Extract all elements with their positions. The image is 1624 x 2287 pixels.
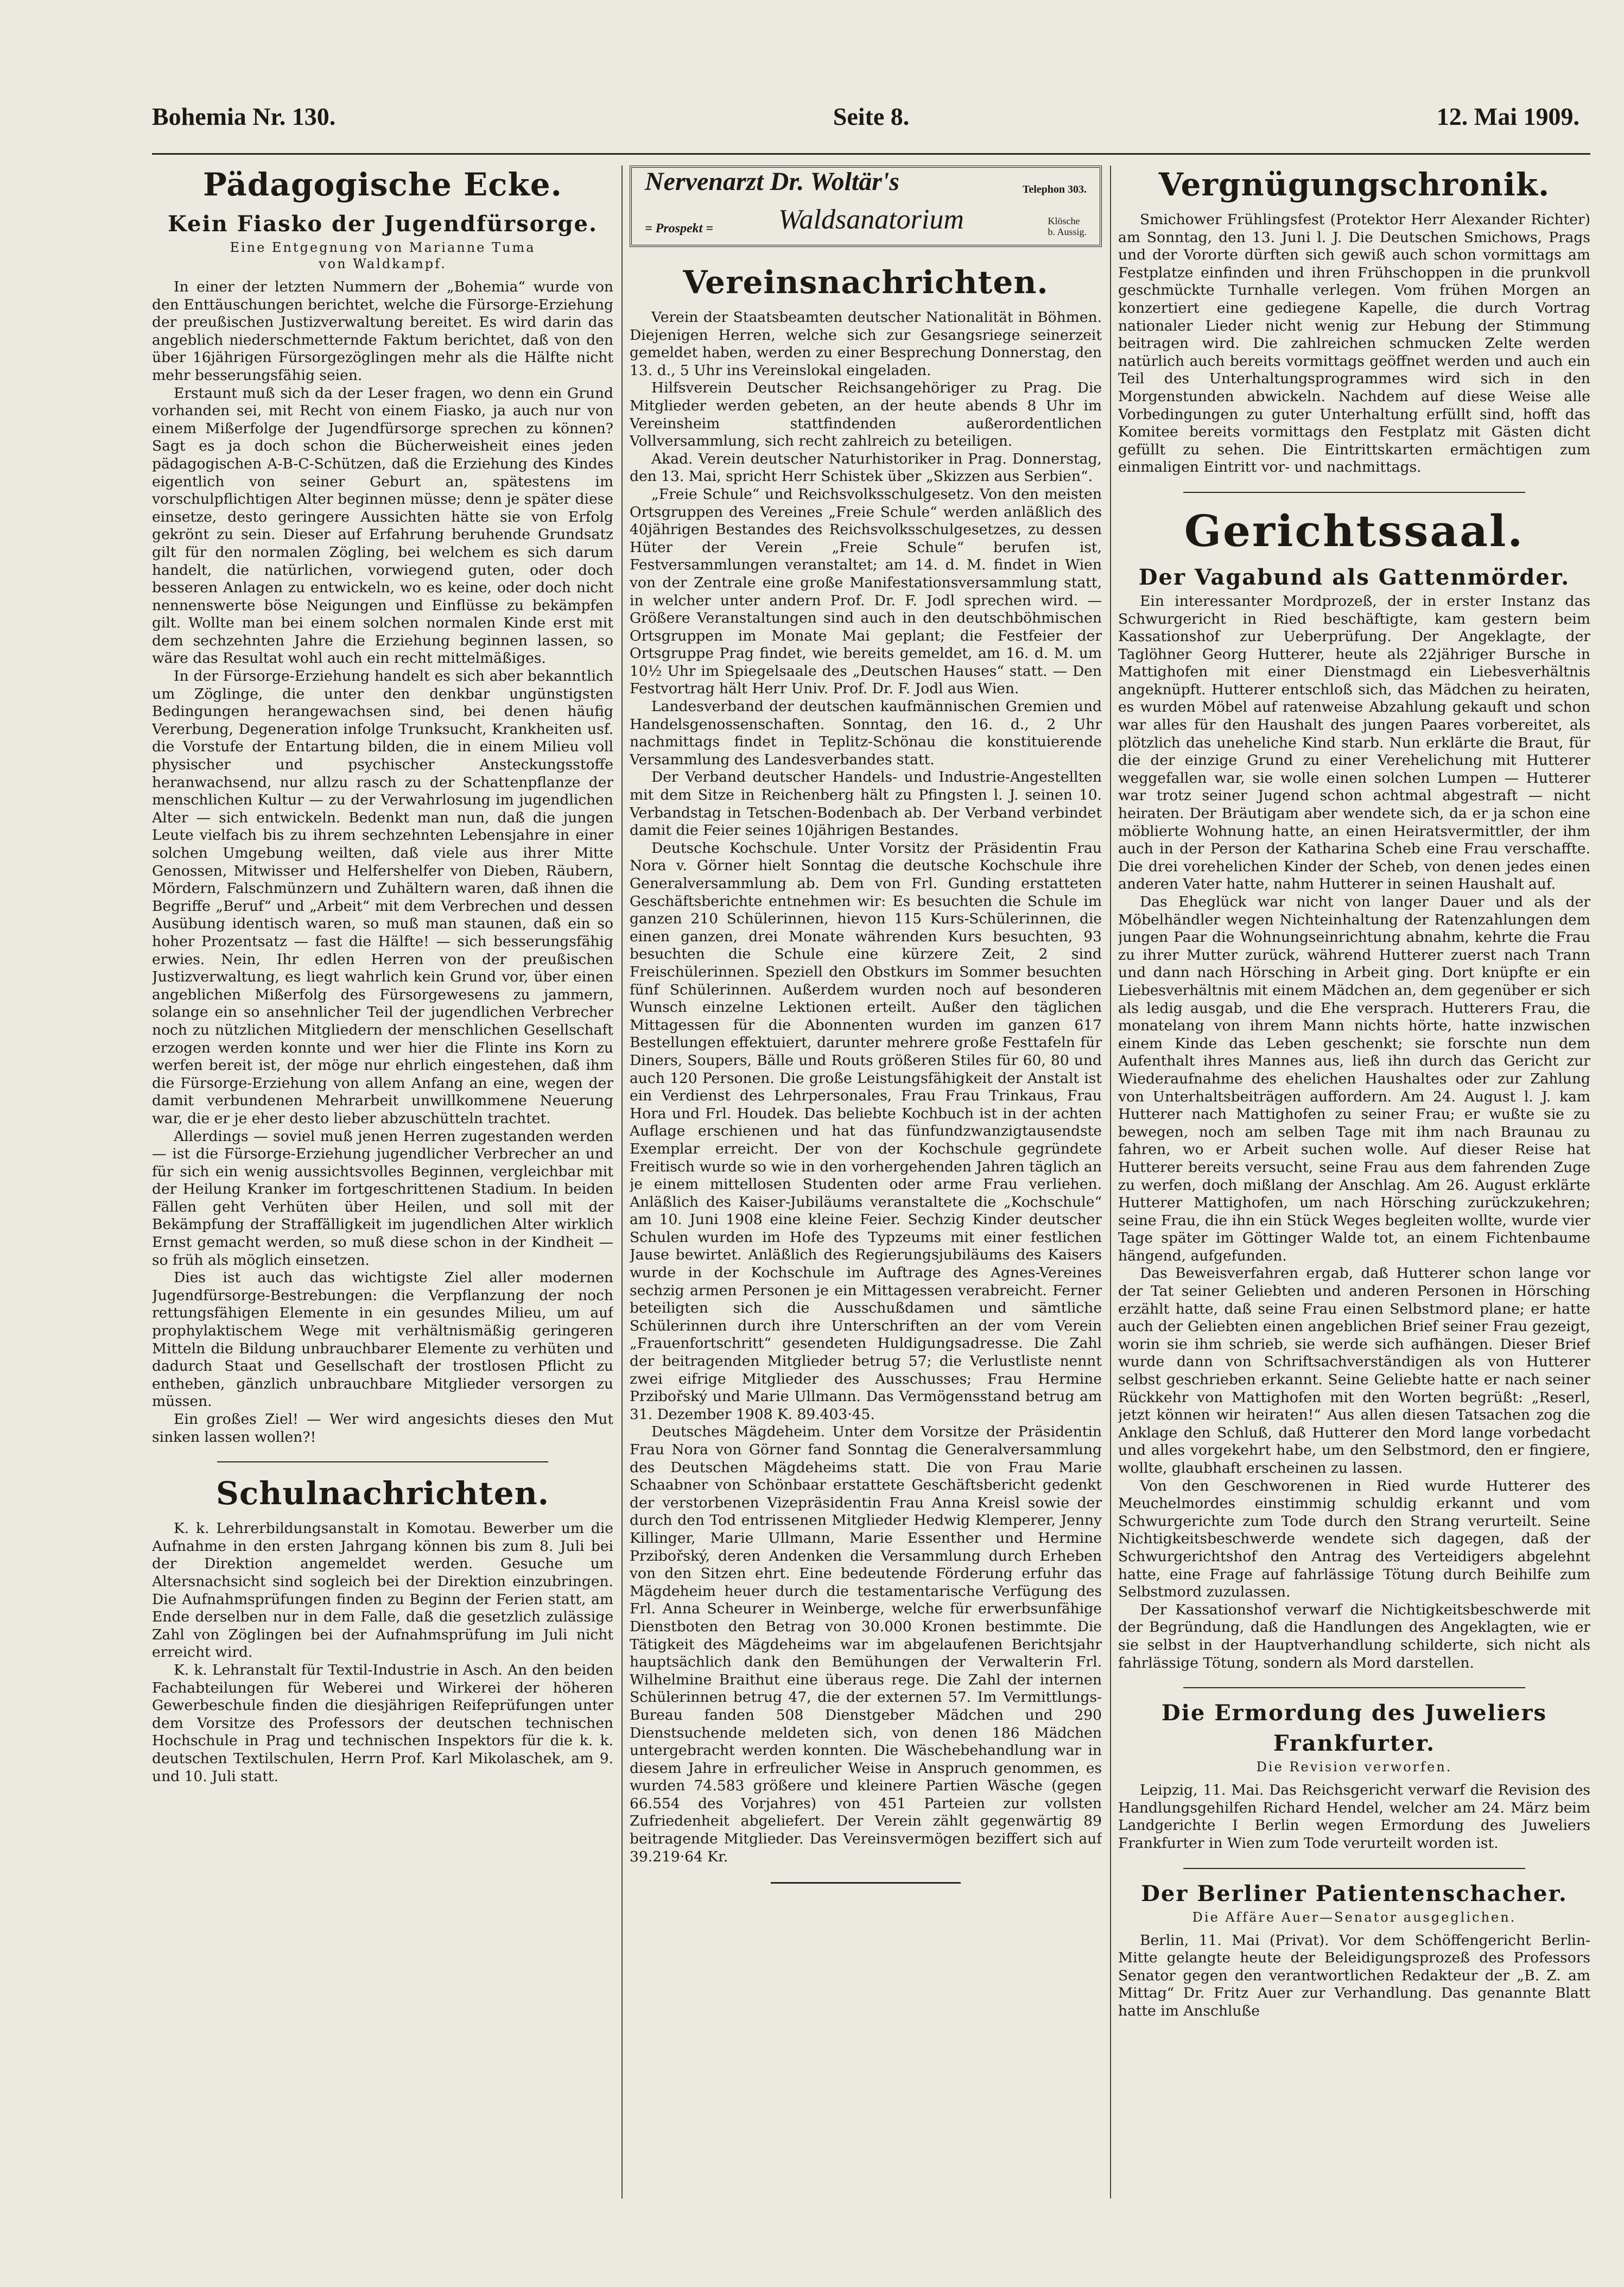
ad-location-line-1: Klösche — [1048, 216, 1080, 226]
ad-sanatorium: Waldsanatorium — [778, 204, 964, 235]
byline-line-1: Eine Entgegnung von Marianne Tuma — [230, 240, 536, 255]
news-item: Deutsches Mägdeheim. Unter dem Vorsitze der Präsidentin Frau Nora von Görner fand Sonntag die Generalversammlung des Deutschen Mägdeheims statt. Die von Frau Marie Schaabner von Schönbaar erstattete Geschäftsbericht gedenkt der verstorbenen Vizepräsidentin Frau Anna Kreisl sowie der durch den Tod entrissenen Mitglieder Hedwig Klemperer, Jenny Killinger, Marie Ullmann, Marie Essenther und Hermine Przibořský, deren Andenken die Versammlung durch Erheben von den Sitzen ehrt. Eine bedeutende Förderung erfuhr das Mägdeheim heuer durch die testamentarische Verfügung des Frl. Anna Scheurer in Weinberge, welche für erwerbsunfähige Dienstboten den Betrag von 30.000 Kronen bestimmte. Die Tätigkeit des Mägdeheims war im abgelaufenen Berichtsjahr hauptsächlich dank den Bemühungen der Verwalterin Frl. Wilhelmine Braithut eine überaus rege. Die Zahl der internen Schülerinnen betrug 47, die der externen 57. Im Vermittlungs-Bureau fanden 508 Dienstgeber Mädchen und 290 Dienstsuchende meldeten sich, von denen 186 Mädchen untergebracht werden konnten. Die Wäschebehandlung war in diesem Jahre in erfreulicher Weise in Anspruch genommen, es wurden 74.583 größere und kleinere Partien Wäsche (gegen 66.554 des Vorjahres) von 451 Parteien zur vollsten Zufriedenheit abgeliefert. Der Verein zählt gegenwärtig 89 beitragende Mitglieder. Das Vereinsvermögen beziffert sich auf 39.219·64 Kr. — [630, 1423, 1102, 1865]
news-item: Der Verband deutscher Handels- und Industrie-Angestellten mit dem Sitze in Reichenberg hält zu Pfingsten l. J. seinen 10. Verbandstag in Tetschen-Bodenbach ab. Der Verband verbindet damit die Feier seines 10jährigen Bestandes. — [630, 769, 1102, 839]
masthead-paper-issue: Bohemia Nr. 130. — [152, 103, 336, 130]
column-rule-2 — [1110, 166, 1111, 2199]
ad-doctor-name: Nervenarzt Dr. Woltär's — [645, 167, 899, 196]
ad-location — [1048, 216, 1087, 237]
article-title-vagabund: Der Vagabund als Gattenmörder. — [1138, 564, 1570, 590]
sanatorium-advertisement — [630, 166, 1102, 247]
article-paragraph: In einer der letzten Nummern der „Bohemia“ wurde von den Enttäuschungen berichtet, welche die Fürsorge-Erziehung der preußischen Justizverwaltung bereitet. Es wird darin das angeblich niederschmetternde Faktum berichtet, daß von den über 16jährigen Fürsorgezöglingen mehr als die Hälfte nicht mehr besserungsfähig seien. — [152, 278, 613, 384]
article-paragraph: Das Eheglück war nicht von langer Dauer und als der Möbelhändler wegen Nichteinhaltung der Ratenzahlungen dem jungen Paar die Wohnungseinrichtung abnahm, kehrte die Frau zu ihrer Mutter zurück, während Hutterer zuerst nach Trann und dann nach Hörsching in Arbeit ging. Dort knüpfte er ein Liebesverhältnis mit einem Mädchen an, dem gegenüber er sich als ledig ausgab, und die Ehe versprach. Hutterers Frau, die monatelang von ihrem Mann nichts hörte, hatte inzwischen einem Kinde das Leben geschenkt; sie forschte nun dem Aufenthalt ihres Mannes aus, ließ ihn durch das Gericht zur Wiederaufnahme des ehelichen Haushaltes oder zur Zahlung von Unterhaltsbeiträgen auffordern. Am 24. August l. J. kam Hutterer nach Mattighofen zu seiner Frau; er wußte sie zu bewegen, noch am selben Tage mit ihm nach Braunau zu fahren, wo er Arbeit suchen wolle. Auf dieser Reise hat Hutterer bereits versucht, seine Frau aus dem fahrenden Zuge zu werfen, doch mißlang der Anschlag. Am 26. August erklärte Hutterer Mattighofen, um nach Hörsching zurückzukehren; seine Frau, die ihn ein Stück Weges begleiten wollte, wurde vier Tage später im Göttinger Walde tot, an einem Fichtenbaume hängend, aufgefunden. — [1118, 894, 1590, 1264]
byline-line-2: von Waldkampf. — [319, 256, 447, 271]
masthead-date: 12. Mai 1909. — [1436, 103, 1579, 130]
section-divider — [1183, 1687, 1525, 1688]
news-item: Akad. Verein deutscher Naturhistoriker in Prag. Donnerstag, den 13. Mai, spricht Herr Schistek über „Skizzen aus Serbien“. — [630, 450, 1102, 485]
news-item: Verein der Staatsbeamten deutscher Nationalität in Böhmen. Diejenigen Herren, welche sich zur Gesangsriege seinerzeit gemeldet haben, werden zu einer Besprechung Donnerstag, den 13. d., 5 Uhr ins Vereinslokal eingeladen. — [630, 309, 1102, 379]
masthead — [152, 92, 1590, 141]
article-title-juwelier-line-2: Frankfurter. — [1273, 1731, 1436, 1757]
news-item: Smichower Frühlingsfest (Protektor Herr Alexander Richter) am Sonntag, den 13. Juni l. J. Die Deutschen Smichows, Prags und der Vororte dürften sich gewiß auch schon vormittags am Festplatze einfinden und ihren Frühschoppen in die prunkvoll geschmückte Turnhalle verlegen. Vom frühen Morgen an konzertiert eine gediegene Kapelle, die durch Vortrag nationaler Lieder nicht wenig zur Hebung der Stimmung beitragen wird. Die zahlreichen schmucken Zelte werden natürlich auch bereits vormittags geöffnet werden und auch ein Teil des Unterhaltungsprogrammes wird sich in den Morgenstunden abwickeln. Nachdem auf diese Weise alle Vorbedingungen zu guter Unterhaltung erfüllt sind, hofft das Komitee bereits vormittags den Festplatz mit Gästen dicht gefüllt zu sehen. Die Eintrittskarten ermächtigen zum einmaligen Eintritt vor- und nachmittags. — [1118, 211, 1590, 476]
news-item: K. k. Lehranstalt für Textil-Industrie in Asch. An den beiden Fachabteilungen für Weberei und Wirkerei der höheren Gewerbeschule finden die diesjährigen Reifeprüfungen unter dem Vorsitze des Professors der deutschen technischen Hochschule in Prag und technischen Inspektors für die k. k. deutschen Textilschulen, Herrn Prof. Karl Mikolaschek, am 9. und 10. Juli statt. — [152, 1661, 613, 1785]
article-paragraph: Ein interessanter Mordprozeß, der in erster Instanz das Schwurgericht in Ried beschäftigte, kam gestern beim Kassationshof zur Ueberprüfung. Der Angeklagte, der Taglöhner Georg Hutterer, heute als 22jähriger Bursche in Mattighofen mit einer Dienstmagd ein Liebesverhältnis angeknüpft. Hutterer entschloß sich, das Mädchen zu heiraten, es wurden Möbel auf ratenweise Abzahlung gekauft und schon war alles für den Haushalt des jungen Paares vorbereitet, als plötzlich das uneheliche Kind starb. Nun erklärte die Braut, für die der einzige Grund zu einer Verehelichung mit Hutterer weggefallen war, sie wolle einen solchen Lumpen — Hutterer war trotz seiner Jugend schon achtmal abgestraft — nicht heiraten. Der Bräutigam aber wendete sich, da er ja schon eine möblierte Wohnung hatte, an einen Heiratsvermittler, der ihm auch in der Person der Katharina Scheb eine Frau verschaffte. Die drei vorehelichen Kinder der Scheb, von denen jedes einen anderen Vater hatte, nahm Hutterer in seinen Haushalt auf. — [1118, 592, 1590, 893]
article-paragraph: Allerdings — soviel muß jenen Herren zugestanden werden — ist die Fürsorge-Erziehung jugendlicher Verbrecher an und für sich ein wenig aussichtsvolles Beginnen, vergleichbar mit der Heilung Kranker im fortgeschrittenen Stadium. In beiden Fällen geht Verhüten über Heilen, und soll mit der Bekämpfung der Straffälligkeit im jugendlichen Alter wirklich Ernst gemacht werden, so muß diese schon in der Kindheit — so früh als möglich einsetzen. — [152, 1127, 613, 1269]
newspaper-page — [130, 92, 1590, 2242]
section-heading-vereinsnachrichten: Vereinsnachrichten. — [683, 264, 1049, 301]
section-heading-paedagogische-ecke: Pädagogische Ecke. — [203, 166, 562, 203]
masthead-page-number: Seite 8. — [833, 103, 910, 130]
section-heading-vergnuegungschronik: Vergnügungschronik. — [1158, 166, 1550, 203]
column-1 — [152, 166, 613, 2242]
article-paragraph: Von den Geschworenen in Ried wurde Hutterer des Meuchelmordes einstimmig schuldig erkannt und vom Schwurgerichte zum Tode durch den Strang verurteilt. Seine Nichtigkeitsbeschwerde wendete sich dagegen, daß der Schwurgerichtshof den Antrag des Verteidigers abgelehnt hatte, eine Frage auf fahrlässige Tötung durch Beihilfe zum Selbstmord zuzulassen. — [1118, 1477, 1590, 1601]
article-title-juwelier-line-1: Die Ermordung des Juweliers — [1161, 1700, 1547, 1726]
news-item: Landesverband der deutschen kaufmännischen Gremien und Handelsgenossenschaften. Sonntag, den 16. d., 2 Uhr nachmittags findet in Teplitz-Schönau die konstituierende Versammlung des Landesverbandes statt. — [630, 698, 1102, 768]
article-byline — [152, 239, 613, 272]
section-divider — [217, 1461, 548, 1462]
column-rule-1 — [621, 166, 623, 2199]
news-item: Deutsche Kochschule. Unter Vorsitz der Präsidentin Frau Nora v. Görner hielt Sonntag die deutsche Kochschule ihre Generalversammlung ab. Dem von Frl. Gunding erstatteten Geschäftsberichte entnehmen wir: Es besuchten die Schule im ganzen 210 Schülerinnen, hievon 115 Kurs-Schülerinnen, die einen ganzen, drei Monate währenden Kurs besuchten, 93 besuchten die Schule eine kürzere Zeit, 2 sind Freischülerinnen. Speziell den Obstkurs im Sommer besuchten fünf Schülerinnen. Außerdem wurden noch auf besonderen Wunsch einzelne Lektionen erteilt. Außer den täglichen Mittagessen für die Abonnenten wurden im ganzen 617 Bestellungen effektuiert, darunter mehrere große Festtafeln für Diners, Soupers, Bälle und Routs größeren Stiles für 60, 80 und auch 120 Personen. Die große Leistungsfähigkeit der Anstalt ist ein Verdienst des Lehrpersonales, Frau Frau Trinkaus, Frau Hora und Frl. Houdek. Das beliebte Kochbuch ist in der achten Auflage erschienen und hat das fünfundzwanzigtausendste Exemplar erreicht. Der von der Kochschule gegründete Freitisch wurde so wie in den vorhergehenden Jahren täglich an je einem mittellosen Studenten oder arme Frau verliehen. Anläßlich des Kaiser-Jubiläums veranstaltete die „Kochschule“ am 10. Juni 1908 eine kleine Feier. Sechzig Kinder deutscher Schulen wurden im Hofe des Typzeums mit einer festlichen Jause bewirtet. Anläßlich des Regierungsjubiläums des Kaisers wurde in der Kochschule im Auftrage des Agnes-Vereines sechzig armen Personen je ein Mittagessen verabreicht. Ferner beteiligten sich die Ausschußdamen und sämtliche Schülerinnen durch ihre Unterschriften an der vom Verein „Frauenfortschritt“ gesendeten Huldigungsadresse. Die Zahl der beitragenden Mitglieder betrug 57; die Verlustliste nennt zwei eifrige Mitglieder des Ausschusses; Frau Hermine Przibořský und Marie Ullmann. Das Vermögensstand betrug am 31. Dezember 1908 K. 89.403·45. — [630, 839, 1102, 1423]
news-item: K. k. Lehrerbildungsanstalt in Komotau. Bewerber um die Aufnahme in den ersten Jahrgang können bis zum 8. Juli bei der Direktion angemeldet werden. Gesuche um Altersnachsicht sind sogleich bei der Direktion einzubringen. Die Aufnahmsprüfungen finden zu Beginn der Ferien statt, am Ende derselben nur in dem Falle, daß die gesetzlich zulässige Zahl von Zöglingen bei der Aufnahmsprüfung im Juli nicht erreicht wird. — [152, 1520, 613, 1661]
masthead-rule — [152, 153, 1590, 155]
article-paragraph: Ein großes Ziel! — Wer wird angesichts dieses den Mut sinken lassen wollen?! — [152, 1411, 613, 1446]
section-divider — [1183, 1868, 1525, 1869]
article-paragraph: Berlin, 11. Mai (Privat). Vor dem Schöffengericht Berlin-Mitte gelangte heute der Beleidigungsprozeß des Professors Senator gegen den verantwortlichen Redakteur der „B. Z. am Mittag“ Dr. Fritz Auer zur Verhandlung. Das genannte Blatt hatte im Anschluße — [1118, 1931, 1590, 2019]
article-subtitle-revision: Die Revision verworfen. — [1256, 1759, 1452, 1775]
ad-location-line-2: b. Aussig. — [1048, 226, 1087, 237]
section-heading-schulnachrichten: Schulnachrichten. — [216, 1475, 549, 1512]
article-paragraph: Der Kassationshof verwarf die Nichtigkeitsbeschwerde mit der Begründung, daß die Handlungen des Angeklagten, wie er sie selbst in der Hauptverhandlung schilderte, sich nicht als fahrlässige Tötung, sondern als Mord darstellen. — [1118, 1601, 1590, 1671]
article-paragraph: Leipzig, 11. Mai. Das Reichsgericht verwarf die Revision des Handlungsgehilfen Richard Hendel, welcher am 24. März beim Landgerichte I Berlin wegen Ermordung des Juweliers Frankfurter in Wien zum Tode verurteilt worden ist. — [1118, 1782, 1590, 1852]
column-2 — [630, 166, 1102, 2242]
article-paragraph: In der Fürsorge-Erziehung handelt es sich aber bekanntlich um Zöglinge, die unter den denkbar ungünstigsten Bedingungen herangewachsen sind, bei denen häufig Vererbung, Degeneration infolge Trunksucht, Krankheiten usf. die Vorstufe der Entartung bilden, die in einem Milieu voll physischer und psychischer Ansteckungsstoffe heranwachsend, nur allzu rasch zu der Schattenpflanze der menschlichen Kultur — zu der Verwahrlosung im jugendlichen Alter — sich entwickeln. Bedenkt man nun, daß die jungen Leute vielfach bis zu ihrem sechzehnten Lebensjahre in einer solchen Umgebung weilten, daß viele aus ihrer Mitte Genossen, Mitwisser und Helfershelfer von Dieben, Räubern, Mördern, Falschmünzern und Zuhältern waren, daß ihnen die Begriffe „Beruf“ und „Arbeit“ mit dem Verbrechen und dessen Ausübung identisch waren, so muß man staunen, daß ein so hoher Prozentsatz — fast die Hälfte! — sich besserungsfähig erwies. Nein, Ihr edlen Herren von der preußischen Justizverwaltung, es liegt wahrlich kein Grund vor, über einen angeblichen Mißerfolg des Fürsorgewesens zu jammern, solange ein so ansehnlicher Teil der jugendlichen Verbrecher noch zu nützlichen Mitgliedern der menschlichen Gesellschaft erzogen werden konnte und wer hier die Flinte ins Korn zu werfen bereit ist, der möge nur ehrlich eingestehen, daß ihm die Fürsorge-Erziehung von allem Anfang an eine, wegen der damit verbundenen Mehrarbeit unwillkommene Neuerung war, die er je eher desto lieber abzuschütteln trachtet. — [152, 668, 613, 1127]
article-title-jugendfuersorge: Kein Fiasko der Jugendfürsorge. — [168, 211, 598, 237]
ad-prospect: = Prospekt = — [645, 221, 714, 236]
article-title-patientenschacher: Der Berliner Patientenschacher. — [1141, 1880, 1568, 1906]
column-3 — [1118, 166, 1590, 2242]
section-divider — [771, 1882, 961, 1884]
news-item: „Freie Schule“ und Reichsvolksschulgesetz. Von den meisten Ortsgruppen des Vereines „Freie Schule“ werden anläßlich des 40jährigen Bestandes des Reichsvolksschulgesetzes, zu dessen Hüter der Verein „Freie Schule“ berufen ist, Festversammlungen veranstaltet; am 14. d. M. findet in Wien von der Zentrale eine große Manifestationsversammlung statt, in welcher unter andern Prof. Dr. F. Jodl sprechen wird. — Größere Veranstaltungen sind auch in den deutschböhmischen Ortsgruppen im Monate Mai geplant; die Festfeier der Ortsgruppe Prag findet, wie bereits gemeldet, am 16. d. M. um 10½ Uhr im Spiegelsaale des „Deutschen Hauses“ statt. — Den Festvortrag hält Herr Univ. Prof. Dr. F. Jodl aus Wien. — [630, 485, 1102, 698]
article-subtitle-affaere: Die Affäre Auer—Senator ausgeglichen. — [1192, 1909, 1517, 1925]
section-divider — [1183, 492, 1525, 493]
article-paragraph: Erstaunt muß sich da der Leser fragen, wo denn ein Grund vorhanden sei, mit Recht von einem Fiasko, ja auch nur von einem Mißerfolge der Jugendfürsorge sprechen zu können? Sagt es ja doch schon die Bücherweisheit eines jeden pädagogischen A-B-C-Schützen, daß die Erziehung des Kindes eigentlich von seiner Geburt an, spätestens im vorschulpflichtigen Alter beginnen müsse; denn je später diese einsetze, desto geringere Aussichten hätte sie von Erfolg gekrönt zu sein. Dieser auf Erfahrung beruhende Grundsatz gilt für den normalen Zögling, bei welchem es sich darum handelt, die natürlichen, vorwiegend guten, oder doch besseren Anlagen zu entwickeln, wo es keine, oder doch nicht nennenswerte böse Neigungen und Einflüsse zu bekämpfen gilt. Wollte man bei einem solchen normalen Kinde erst mit dem sechzehnten Jahre die Erziehung beginnen lassen, so wäre das Resultat wohl auch ein recht mittelmäßiges. — [152, 384, 613, 667]
article-paragraph: Dies ist auch das wichtigste Ziel aller modernen Jugendfürsorge-Bestrebungen: die Verpflanzung der noch rettungsfähigen Elemente in ein gesundes Milieu, um auf prophylaktischem Wege mit verhältnismäßig geringeren Mitteln die Bildung unbrauchbarer Elemente zu verhüten und dadurch Staat und Gesellschaft der trostlosen Pflicht zu entheben, gänzlich unbrauchbare Mitglieder versorgen zu müssen. — [152, 1269, 613, 1410]
article-paragraph: Das Beweisverfahren ergab, daß Hutterer schon lange vor der Tat seiner Geliebten und anderen Personen in Hörsching erzählt hatte, daß seine Frau einen Selbstmord plane; er hatte auch der Geliebten einen angeblichen Brief seiner Frau gezeigt, worin sie ihm schrieb, sie werde sich aufhängen. Dieser Brief wurde dann von Schriftsachverständigen als von Hutterer selbst geschrieben erkannt. Seine Geliebte hatte er nach seiner Rückkehr von Mattighofen mit den Worten begrüßt: „Reserl, jetzt können wir heiraten!“ Aus allen diesen Tatsachen zog die Anklage den Schluß, daß Hutterer den Mord lange vorbedacht und alles vorgekehrt habe, um den Selbstmord, den er fingiere, wollte, glaubhaft erscheinen zu lassen. — [1118, 1265, 1590, 1477]
section-heading-gerichtssaal: Gerichtssaal. — [1184, 505, 1525, 556]
news-item: Hilfsverein Deutscher Reichsangehöriger zu Prag. Die Mitglieder werden gebeten, an der heute abends 8 Uhr im Vereinsheim stattfindenden außerordentlichen Vollversammlung, sich recht zahlreich zu beteiligen. — [630, 379, 1102, 450]
ad-phone: Telephon 303. — [1022, 183, 1087, 195]
